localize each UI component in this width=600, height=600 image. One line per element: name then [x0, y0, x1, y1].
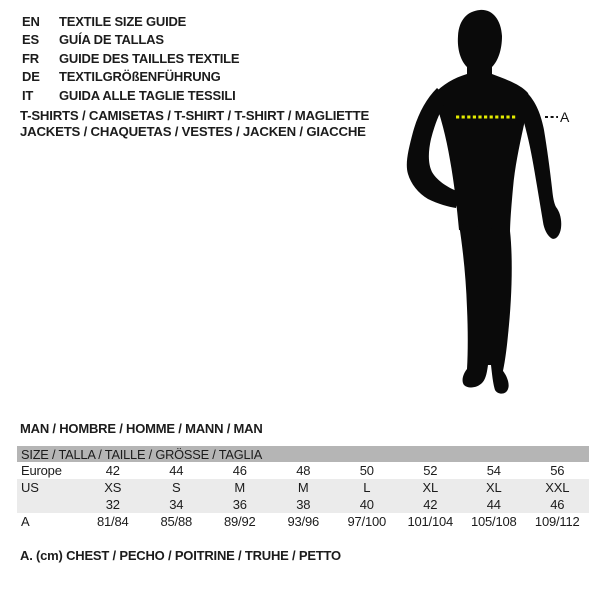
- cell: 38: [296, 497, 311, 512]
- table-row-chest-cm: [17, 513, 589, 530]
- row-label: [17, 496, 81, 513]
- lang-label: TEXTILE SIZE GUIDE: [59, 14, 187, 29]
- lang-label: TEXTILGRÖßENFÜHRUNG: [59, 69, 221, 85]
- lang-row-es: [22, 31, 239, 49]
- garment-categories: [20, 108, 369, 140]
- cell: XL: [422, 480, 438, 495]
- lang-code: IT: [22, 87, 34, 103]
- row-label: Europe: [21, 463, 62, 478]
- language-list: [22, 13, 239, 105]
- lang-row-it: [22, 87, 239, 105]
- cell: S: [172, 480, 181, 495]
- lang-label: GUÍA DE TALLAS: [59, 32, 164, 48]
- cell: 36: [232, 497, 247, 512]
- cell: 46: [550, 497, 565, 512]
- category-line-jackets: JACKETS / CHAQUETAS / VESTES / JACKEN / GIACCHE: [20, 123, 366, 139]
- table-row-us: [17, 479, 589, 496]
- cell: M: [234, 480, 246, 495]
- lang-code: FR: [22, 50, 39, 66]
- lang-label: GUIDE DES TAILLES TEXTILE: [59, 50, 240, 66]
- lang-row-en: [22, 13, 239, 31]
- cell: XL: [485, 480, 502, 495]
- cell: 97/100: [347, 514, 387, 529]
- cell: 32: [105, 497, 120, 512]
- cell: 44: [169, 463, 184, 478]
- cell: 46: [232, 463, 247, 478]
- lang-row-fr: [22, 50, 239, 68]
- cell: 54: [486, 463, 501, 478]
- cell: 81/84: [96, 514, 129, 529]
- row-label: US: [21, 480, 39, 495]
- lang-code: DE: [22, 69, 40, 85]
- footnote-chest-measure: A. (cm) CHEST / PECHO / POITRINE / TRUHE / PETTO: [20, 548, 341, 563]
- cell: L: [363, 480, 371, 495]
- cell: 85/88: [160, 514, 193, 529]
- cell: 56: [550, 463, 565, 478]
- cell: 101/104: [407, 514, 454, 529]
- silhouette-head: [458, 10, 502, 78]
- size-table-header: SIZE / TALLA / TAILLE / GRÖSSE / TAGLIA: [17, 446, 589, 462]
- man-figure: [395, 0, 600, 410]
- cell: 34: [169, 497, 184, 512]
- category-line-tshirts: T-SHIRTS / CAMISETAS / T-SHIRT / T-SHIRT / MAGLIETTE: [20, 108, 370, 123]
- man-silhouette-svg: [395, 0, 600, 410]
- cell: 105/108: [470, 514, 517, 529]
- silhouette-legs: [459, 224, 512, 394]
- lang-label: GUIDA ALLE TAGLIE TESSILI: [59, 87, 236, 103]
- cell: 50: [359, 463, 374, 478]
- cell: XS: [104, 480, 122, 495]
- cell: M: [297, 480, 309, 495]
- cell: 44: [486, 497, 501, 512]
- table-row-us-numeric: [17, 496, 589, 513]
- row-label: A: [21, 514, 30, 529]
- cell: XXL: [545, 480, 570, 495]
- cell: 109/112: [534, 514, 580, 529]
- cell: 48: [296, 463, 311, 478]
- cell: 42: [105, 463, 120, 478]
- measure-label-a: A: [560, 109, 570, 125]
- cell: 93/96: [287, 514, 320, 529]
- cell: 52: [423, 463, 438, 478]
- size-table: [17, 446, 589, 530]
- cell: 89/92: [223, 514, 256, 529]
- lang-code: ES: [22, 32, 39, 48]
- table-row-europe: [17, 462, 589, 479]
- cell: 40: [359, 497, 374, 512]
- size-table-header-row: [17, 446, 589, 462]
- lang-row-de: [22, 68, 239, 86]
- silhouette-right-arm: [518, 90, 561, 239]
- cell: 42: [423, 497, 438, 512]
- lang-code: EN: [22, 14, 40, 29]
- section-title-man: MAN / HOMBRE / HOMME / MANN / MAN: [20, 421, 263, 436]
